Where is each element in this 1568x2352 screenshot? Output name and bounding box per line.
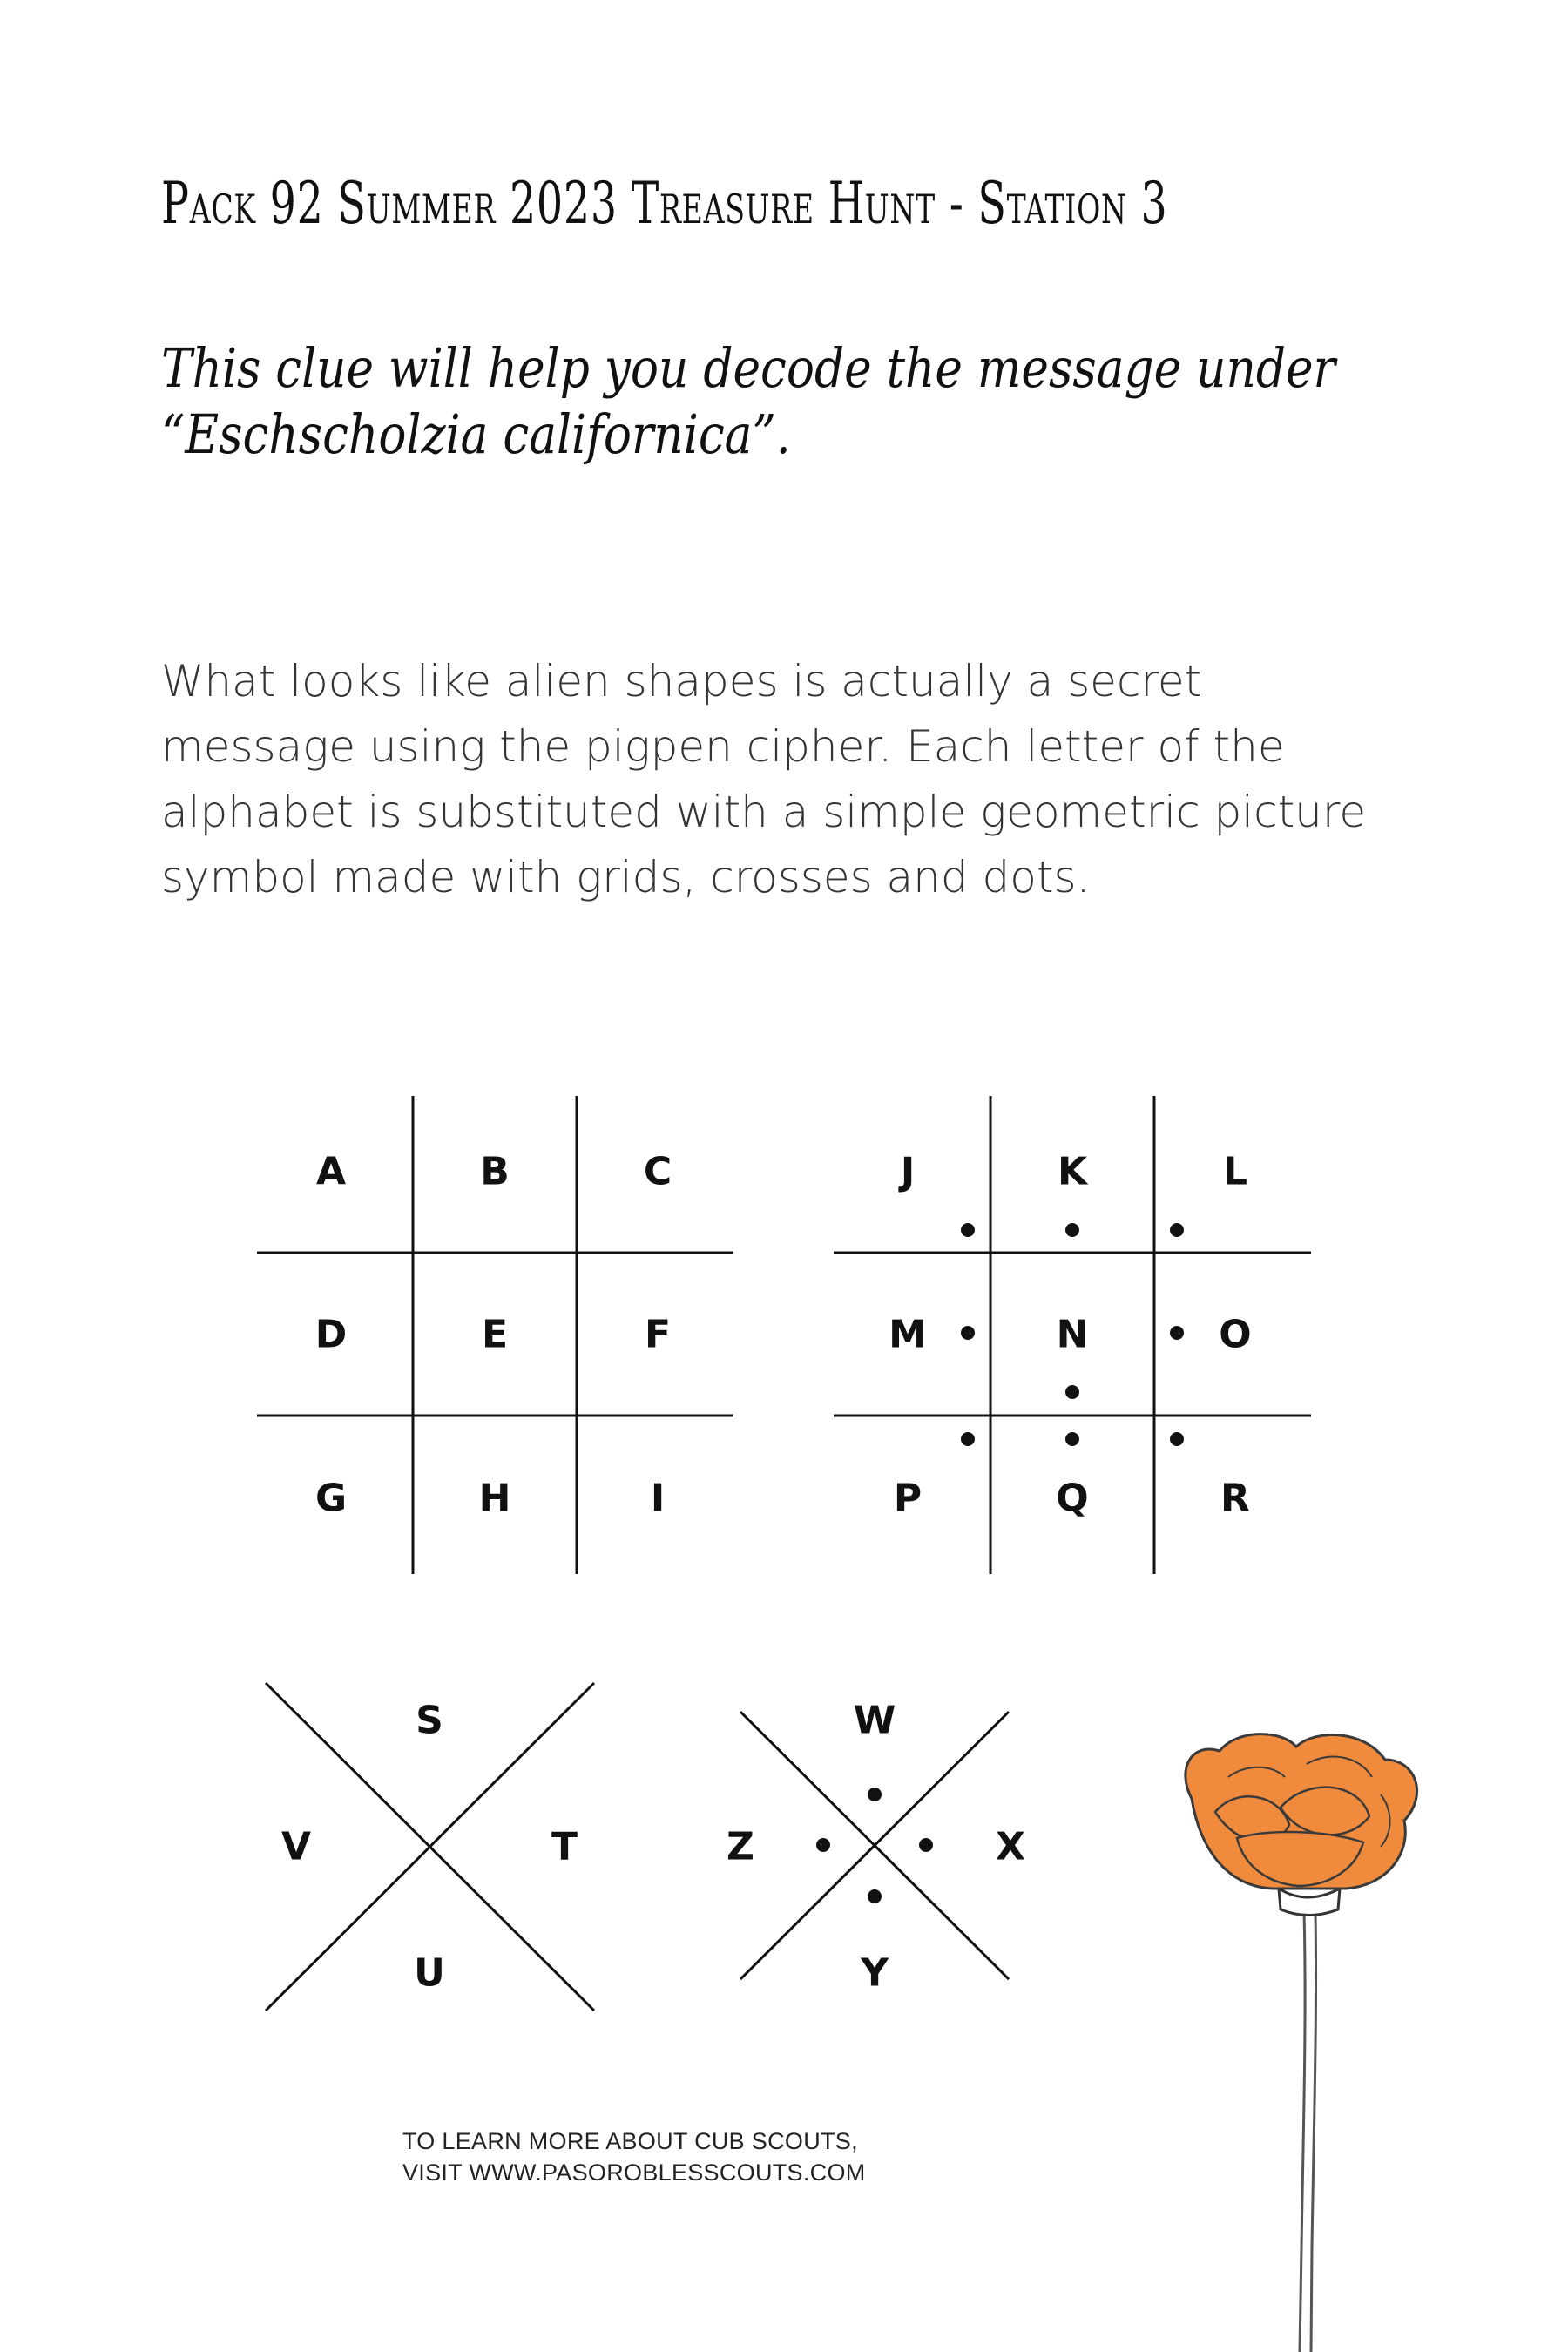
dot-k (1065, 1223, 1079, 1237)
letter-r: R (1220, 1476, 1250, 1521)
subtitle-line-2: “Eschscholzia californica”. (161, 402, 791, 466)
description-line-4: symbol made with grids, crosses and dots. (161, 852, 1091, 902)
letter-n: N (1056, 1312, 1089, 1357)
letter-p: P (893, 1476, 923, 1521)
letter-q: Q (1056, 1476, 1089, 1521)
letter-z: Z (727, 1824, 754, 1869)
letter-s: S (416, 1698, 443, 1743)
footer-note (402, 2126, 866, 2188)
dot-l (1170, 1223, 1184, 1237)
dot-o (1170, 1326, 1184, 1340)
description-line-1: What looks like alien shapes is actually a secret (161, 656, 1202, 706)
dot-w (868, 1788, 882, 1801)
letter-d: D (314, 1312, 348, 1357)
letter-f: F (644, 1312, 672, 1357)
subtitle-line-1: This clue will help you decode the message under (161, 336, 1335, 400)
dot-z (816, 1838, 830, 1852)
dot-m (961, 1326, 975, 1340)
dot-x (919, 1838, 933, 1852)
poppy-flower-icon (1186, 1734, 1417, 2352)
letter-h: H (478, 1476, 511, 1521)
dot-q (1065, 1432, 1079, 1446)
description-line-3: alphabet is substituted with a simple geometric picture (161, 787, 1367, 837)
letter-l: L (1222, 1149, 1248, 1194)
footer-line-1: TO LEARN MORE ABOUT CUB SCOUTS, (402, 2128, 858, 2154)
letter-g: G (314, 1476, 348, 1521)
dot-r (1170, 1432, 1184, 1446)
letter-m: M (889, 1312, 927, 1357)
letter-x: X (996, 1824, 1025, 1869)
letter-j: J (900, 1149, 916, 1194)
dot-y (868, 1889, 882, 1903)
dot-j (961, 1223, 975, 1237)
letter-e: E (481, 1312, 509, 1357)
letter-i: I (650, 1476, 666, 1521)
letter-w: W (853, 1698, 896, 1743)
letter-t: T (551, 1824, 578, 1869)
letter-a: A (315, 1149, 347, 1194)
description-line-2: message using the pigpen cipher. Each letter of the (161, 721, 1285, 772)
letter-b: B (480, 1149, 510, 1194)
letter-o: O (1219, 1312, 1252, 1357)
page-title: Pack 92 Summer 2023 Treasure Hunt - Station 3 (161, 170, 1168, 237)
letter-y: Y (861, 1950, 889, 1996)
dot-p (961, 1432, 975, 1446)
dot-n (1065, 1385, 1079, 1399)
letter-k: K (1057, 1149, 1088, 1194)
footer-line-2: VISIT WWW.PASOROBLESSCOUTS.COM (402, 2159, 866, 2186)
letter-u: U (414, 1950, 445, 1996)
letter-v: V (280, 1824, 312, 1869)
letter-c: C (643, 1149, 672, 1194)
